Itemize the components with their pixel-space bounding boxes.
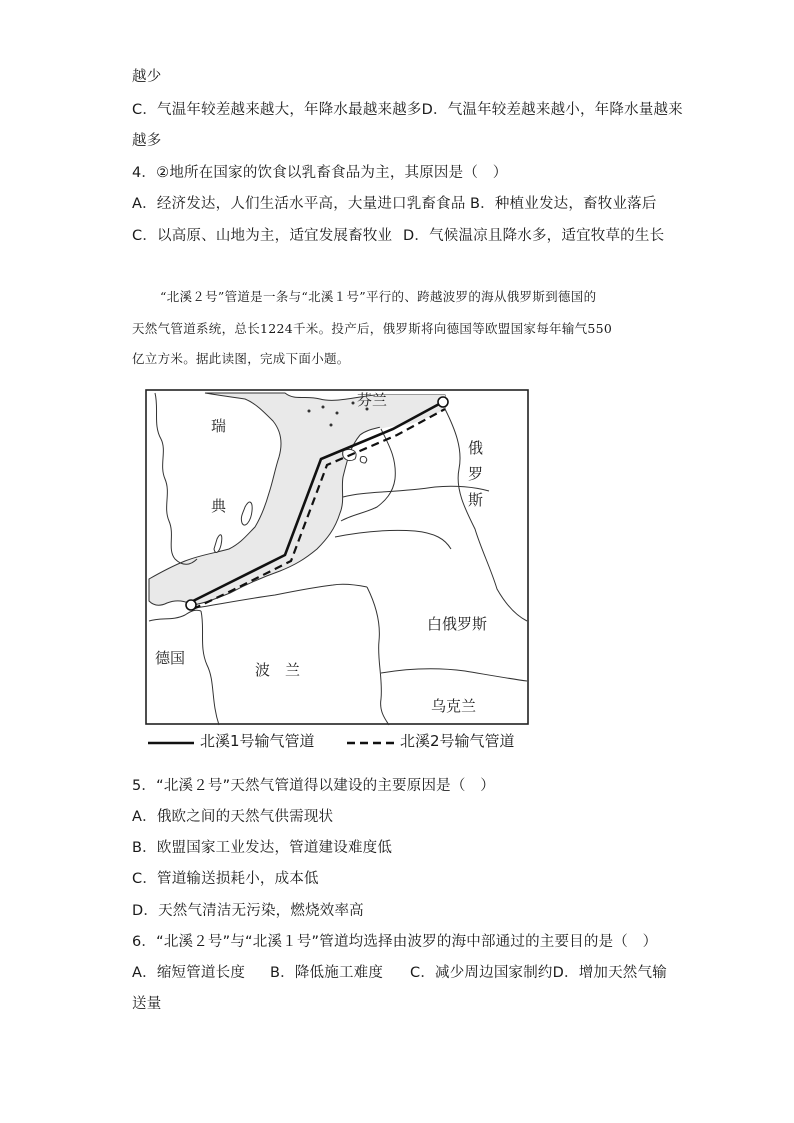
q3-option-c-d: C．气温年较差越来越大，年降水最越来越多D．气温年较差越来越小，年降水量越来 — [132, 102, 683, 118]
nord-stream-map — [145, 389, 529, 727]
q4-option-a: A．经济发达，人们生活水平高，大量进口乳畜食品 — [132, 196, 466, 212]
label-germany: 德国 — [155, 649, 186, 667]
legend-solid-line-icon — [148, 738, 196, 748]
q6-stem: 6．“北溪２号”与“北溪１号”管道均选择由波罗的海中部通过的主要目的是（ ） — [132, 934, 658, 950]
q5-option-c: C．管道输送损耗小，成本低 — [132, 871, 319, 887]
label-ukraine: 乌克兰 — [431, 697, 477, 715]
intro-line-2: 天然气管道系统，总长1224千米。投产后，俄罗斯将向德国等欧盟国家每年输气550 — [132, 321, 613, 336]
q6-option-b: B．降低施工难度 — [270, 965, 384, 981]
q6-option-c-d: C．减少周边国家制约D．增加天然气输 — [410, 965, 667, 981]
intro-line-3: 亿立方米。据此读图，完成下面小题。 — [132, 351, 350, 366]
q5-option-a: A．俄欧之间的天然气供需现状 — [132, 809, 334, 825]
q6-option-a: A．缩短管道长度 — [132, 965, 246, 981]
q5-stem: 5．“北溪２号”天然气管道得以建设的主要原因是（ ） — [132, 778, 495, 794]
q6-option-d-tail: 送量 — [132, 996, 162, 1012]
q5-option-b: B．欧盟国家工业发达，管道建设难度低 — [132, 840, 393, 856]
label-poland: 波 兰 — [255, 661, 301, 679]
label-sweden-1: 瑞 — [211, 417, 227, 435]
label-sweden-2: 典 — [211, 497, 227, 515]
q3-continuation-line: 越少 — [132, 69, 162, 85]
q5-option-d: D．天然气清洁无污染，燃烧效率高 — [132, 903, 364, 919]
q4-option-b: B．种植业发达，畜牧业落后 — [470, 196, 657, 212]
label-belarus: 白俄罗斯 — [427, 615, 488, 633]
pipeline-start-russia — [438, 397, 448, 407]
label-russia-3: 斯 — [468, 491, 484, 509]
legend-nord-stream-1: 北溪1号输气管道 — [200, 732, 315, 750]
label-russia-2: 罗 — [468, 465, 484, 483]
pipeline-end-germany — [186, 600, 196, 610]
q4-stem: 4．②地所在国家的饮食以乳畜食品为主，其原因是（ ） — [132, 165, 508, 181]
label-finland: 芬兰 — [357, 391, 388, 409]
intro-line-1: “北溪２号”管道是一条与“北溪１号”平行的、跨越波罗的海从俄罗斯到德国的 — [160, 289, 597, 304]
q4-option-c: C．以高原、山地为主，适宜发展畜牧业 — [132, 228, 393, 244]
legend-dashed-line-icon — [347, 738, 397, 748]
label-russia-1: 俄 — [468, 439, 484, 457]
q4-option-d: D．气候温凉且降水多，适宜牧草的生长 — [403, 228, 665, 244]
q3-option-d-tail: 越多 — [132, 133, 162, 149]
legend-nord-stream-2: 北溪2号输气管道 — [400, 732, 515, 750]
